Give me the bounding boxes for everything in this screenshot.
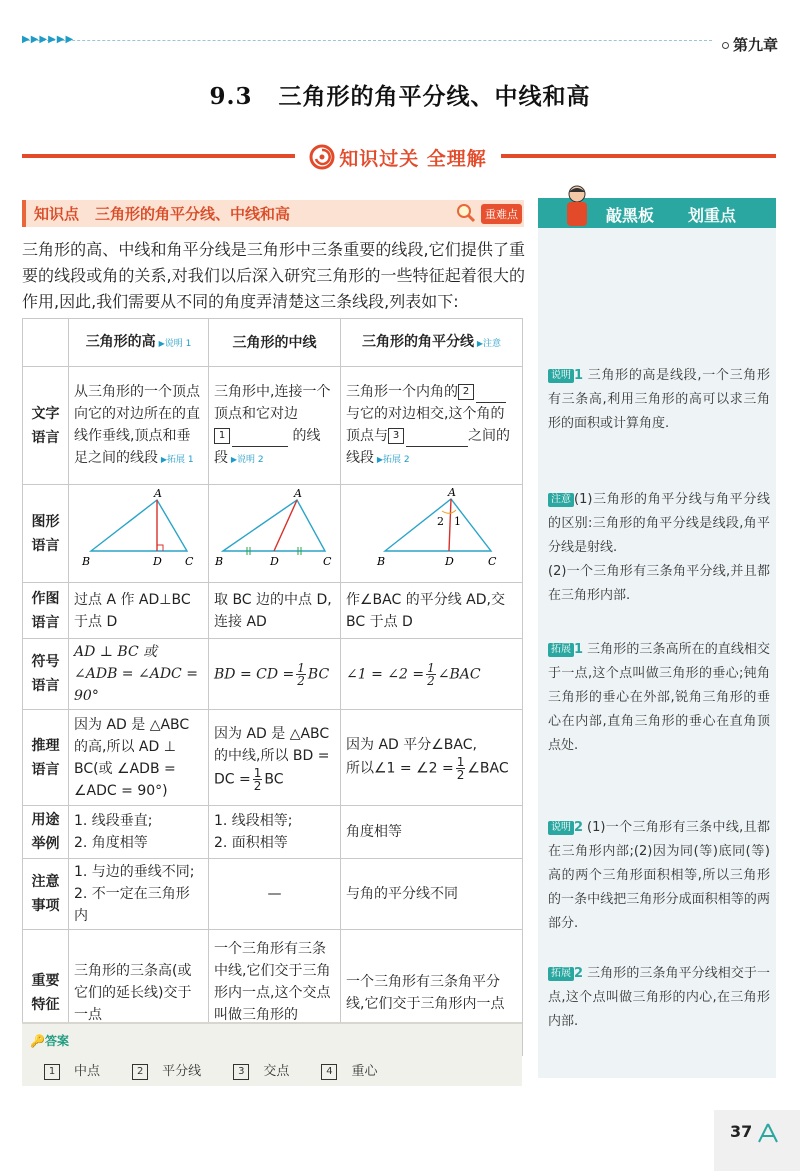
banner-text: 知识过关 全理解 (339, 147, 487, 170)
section-title: 三角形的角平分线、中线和高 (278, 83, 591, 110)
note-text: 三角形的三条角平分线相交于一点,这个点叫做三角形的内心,在三角形内部. (548, 966, 770, 1029)
cell-figure-median (209, 485, 341, 583)
section-number: 9.3 (209, 83, 253, 110)
label-B: B (82, 555, 91, 568)
note-tag: 注意 (548, 493, 574, 507)
table-row-figure (23, 485, 523, 583)
median-note-tag-text: 说明 2 (237, 454, 264, 465)
note-text: 三角形的三条高所在的直线相交于一点,这个点叫做三角形的垂心;钝角三角形的垂心在外部,锐角三角形的垂心在内部,直角三角形的垂心在直角顶点处. (548, 642, 770, 753)
col-header-median: 三角形的中线 (209, 319, 341, 367)
median-triangle (223, 500, 325, 551)
cell-construct-bisector: 作∠BAC 的平分线 AD,交 BC 于点 D (341, 583, 523, 639)
row-label-figure-1: 图形 (31, 513, 60, 530)
symbol-median-post: BC (307, 666, 330, 682)
cell-feature-height: 三角形的三条高(或它们的延长线)交于一点 (69, 930, 209, 1056)
fraction-denominator: 2 (253, 779, 262, 793)
bisector-text-a: 三角形一个内角的 (346, 383, 458, 400)
kp-topic: 三角形的角平分线、中线和高 (95, 205, 291, 223)
median-note-tag: ▶说明 2 (230, 454, 264, 465)
fraction-denominator: 2 (427, 673, 435, 688)
chapter-text: 第九章 (732, 36, 778, 54)
answer-item (132, 1064, 215, 1079)
chapter-label (722, 34, 778, 55)
blank-2[interactable] (476, 402, 506, 403)
table-header-row (23, 319, 523, 367)
sidebar-note (548, 962, 770, 1034)
label-A: A (154, 487, 162, 500)
blank-1[interactable] (232, 446, 288, 447)
bisector-triangle-figure (341, 485, 523, 575)
reason-median-c: BC (264, 771, 284, 788)
row-label-symbol-1: 符号 (31, 654, 60, 670)
usage-height-2: 2. 角度相等 (74, 835, 148, 851)
label-A: A (294, 487, 302, 500)
table-row-notes (23, 859, 523, 930)
symbol-bisector-post: ∠BAC (437, 666, 481, 682)
row-label-notes-1: 注意 (31, 874, 60, 890)
label-B: B (215, 555, 224, 568)
fraction-numerator: 1 (427, 660, 435, 675)
answer-box-1: 1 (214, 428, 230, 444)
cell-construct-height: 过点 A 作 AD⊥BC 于点 D (69, 583, 209, 639)
bisector-note-tag: ▶注意 (476, 338, 502, 349)
cell-reason-median (209, 710, 341, 806)
header-arrows-icon: ▶▶▶▶▶▶ (22, 34, 75, 45)
magnifier-icon (456, 203, 476, 223)
bisector-note-tag-text: 注意 (483, 338, 502, 349)
cell-text-bisector (341, 367, 523, 485)
row-label-usage-1: 用途 (31, 812, 60, 828)
feature-median-text: 一个三角形有三条中线,它们交于三角形内一点,这个交点叫做三角形的 (214, 940, 331, 1023)
row-label-usage-2: 举例 (31, 836, 60, 852)
height-note-tag-text: 说明 1 (164, 338, 192, 349)
note-num: 1 (574, 642, 584, 657)
note-text: 三角形的高是线段,一个三角形有三条高,利用三角形的高可以求三角形的面积或计算角度. (548, 368, 770, 431)
reason-median-b: DC = (214, 771, 251, 788)
cell-symbol-bisector (341, 639, 523, 710)
cell-notes-height (69, 859, 209, 930)
knowledge-point-bar (22, 200, 524, 227)
cell-feature-bisector: 一个三角形有三条角平分线,它们交于三角形内一点 (341, 930, 523, 1056)
fraction-half (426, 662, 436, 687)
median-text-b: 的线 (292, 427, 321, 444)
bisector-text-b: 与它的对边相交,这个角的顶点与 (346, 405, 505, 444)
row-label-text-1: 文字 (31, 405, 60, 422)
row-label-construct-1: 作图 (31, 590, 60, 607)
teacher-icon (558, 184, 596, 228)
section-banner (295, 140, 501, 174)
answer-item-text: 重心 (351, 1064, 378, 1079)
page-title (0, 78, 800, 111)
table-row-symbol (23, 639, 523, 710)
note-text: (2)一个三角形有三条角平分线,并且都在三角形内部. (548, 564, 770, 603)
sidebar-note (548, 638, 770, 758)
note-num: 1 (574, 368, 584, 383)
cell-construct-median: 取 BC 边的中点 D,连接 AD (209, 583, 341, 639)
fraction-denominator: 2 (456, 768, 465, 782)
bisector-extend-tag-text: 拓展 2 (383, 454, 410, 465)
fraction-numerator: 1 (297, 660, 305, 675)
sidebar-note (548, 488, 770, 560)
page-number: 37 (730, 1122, 753, 1141)
kp-label: 知识点 (34, 205, 80, 223)
table-row-text (23, 367, 523, 485)
bisector-text-c: 之间的 (468, 427, 510, 444)
label-D: D (270, 555, 279, 568)
sidebar-note (548, 816, 770, 936)
reason-median-a: 因为 AD 是 △ABC 的中线,所以 BD = (214, 726, 330, 764)
median-text-a: 三角形中,连接一个顶点和它对边 (214, 383, 331, 422)
label-A: A (448, 486, 456, 499)
bisector-text-d: 线段 (346, 449, 374, 466)
answer-list (44, 1060, 405, 1080)
page-number-box (714, 1110, 800, 1171)
reason-bisector-c: ∠BAC (467, 760, 509, 777)
intro-paragraph: 三角形的高、中线和角平分线是三角形中三条重要的线段,它们提供了重要的线段或角的关系,对我们以后深入研究三角形的一些特征起着很大的作用,因此,我们需要从不同的角度弄清楚这三条线段,列表如下: (22, 240, 525, 311)
answer-item (44, 1064, 114, 1079)
usage-height-1: 1. 线段垂直; (74, 813, 153, 829)
fraction-half (456, 756, 466, 781)
sidebar-header (538, 198, 776, 228)
cell-usage-median (209, 806, 341, 859)
row-label-reason (23, 710, 69, 806)
notes-height-2: 2. 不一定在三角形内 (74, 886, 190, 924)
col-header-bisector-text: 三角形的角平分线 (361, 333, 474, 350)
answer-label: 🔑答案 (30, 1034, 69, 1048)
median-text-c: 段 (214, 449, 228, 466)
row-label-symbol (23, 639, 69, 710)
height-note-tag: ▶说明 1 (158, 338, 192, 349)
table-row-construct (23, 583, 523, 639)
row-label-text-2: 语言 (31, 429, 60, 446)
row-label-symbol-2: 语言 (31, 678, 60, 694)
note-tag: 拓展 (548, 967, 574, 981)
answer-box-3: 3 (388, 428, 404, 444)
cell-usage-bisector: 角度相等 (341, 806, 523, 859)
row-label-usage (23, 806, 69, 859)
cell-text-height-body: 从三角形的一个顶点向它的对边所在的直线作垂线,顶点和垂足之间的线段 (74, 383, 200, 466)
cell-reason-height: 因为 AD 是 △ABC 的高,所以 AD ⊥ BC(或 ∠ADB = ∠ADC = 90°) (69, 710, 209, 806)
answer-item-num: 2 (132, 1064, 148, 1080)
symbol-bisector-pre: ∠1 = ∠2 = (346, 666, 425, 682)
answer-item-num: 4 (321, 1064, 337, 1080)
col-header-height-text: 三角形的高 (85, 333, 156, 350)
answer-panel (22, 1022, 522, 1086)
angle-label-2: 2 (437, 515, 444, 528)
cell-notes-bisector: 与角的平分线不同 (341, 859, 523, 930)
row-label-text (23, 367, 69, 485)
difficulty-badge: 重难点 (481, 204, 522, 224)
table-row-reason (23, 710, 523, 806)
altitude-triangle (91, 500, 187, 551)
table-row-usage (23, 806, 523, 859)
cell-figure-bisector (341, 485, 523, 583)
answer-item-num: 3 (233, 1064, 249, 1080)
bisector-extend-tag: ▶拓展 2 (376, 454, 410, 465)
bisector-line (449, 499, 451, 551)
header-rule (22, 40, 712, 41)
cell-symbol-median (209, 639, 341, 710)
symbol-median-pre: BD = CD = (214, 666, 295, 682)
cell-notes-median: — (209, 859, 341, 930)
label-C: C (323, 555, 332, 568)
fraction-numerator: 1 (253, 766, 262, 780)
row-label-construct (23, 583, 69, 639)
height-extend-tag: ▶拓展 1 (160, 454, 194, 465)
cell-text-median (209, 367, 341, 485)
angle-label-1: 1 (454, 515, 461, 528)
cell-symbol-height: AD ⊥ BC 或 ∠ADB = ∠ADC = 90° (69, 639, 209, 710)
answer-item (233, 1064, 303, 1079)
sidebar-note (548, 560, 770, 608)
note-num: 2 (574, 966, 584, 981)
fraction-half (296, 662, 306, 687)
answer-label-text: 答案 (44, 1034, 69, 1048)
chapter-dot-icon (722, 42, 729, 49)
usage-median-2: 2. 面积相等 (214, 835, 288, 851)
banner-rule-left (22, 154, 296, 158)
label-D: D (153, 555, 162, 568)
reason-bisector-b: 所以∠1 = ∠2 = (346, 760, 454, 777)
answer-item-text: 交点 (263, 1064, 290, 1079)
right-angle-mark (157, 545, 163, 551)
note-num: 2 (574, 820, 584, 835)
swirl-icon (309, 144, 335, 170)
label-D: D (445, 555, 454, 568)
row-label-feature-2: 特征 (31, 996, 60, 1013)
cell-text-height (69, 367, 209, 485)
answer-item-text: 中点 (74, 1064, 101, 1079)
blank-3[interactable] (406, 446, 468, 447)
row-label-reason-2: 语言 (31, 761, 60, 778)
header-empty-cell (23, 319, 69, 367)
sidebar-title: 敲黑板 (606, 206, 655, 225)
height-extend-tag-text: 拓展 1 (167, 454, 194, 465)
sidebar-note (548, 364, 770, 436)
cell-usage-height (69, 806, 209, 859)
notes-height-1: 1. 与边的垂线不同; (74, 864, 195, 880)
reason-bisector-a: 因为 AD 平分∠BAC, (346, 737, 477, 753)
compass-icon (754, 1122, 782, 1144)
cell-reason-bisector (341, 710, 523, 806)
answer-box-2: 2 (458, 384, 474, 400)
label-C: C (488, 555, 497, 568)
note-tag: 说明 (548, 369, 574, 383)
answer-item-text: 平分线 (162, 1064, 202, 1079)
note-text: (1)三角形的角平分线与角平分线的区别:三角形的角平分线是线段,角平分线是射线. (548, 492, 770, 555)
fraction-numerator: 1 (456, 755, 465, 769)
fraction-denominator: 2 (297, 673, 305, 688)
sidebar-title-2: 划重点 (688, 206, 737, 225)
answer-item-num: 1 (44, 1064, 60, 1080)
altitude-triangle-figure (69, 485, 209, 575)
label-B: B (377, 555, 386, 568)
note-tag: 说明 (548, 821, 574, 835)
row-label-figure-2: 语言 (31, 537, 60, 554)
note-tag: 拓展 (548, 643, 574, 657)
cell-figure-height (69, 485, 209, 583)
row-label-feature-1: 重要 (31, 972, 60, 989)
row-label-construct-2: 语言 (31, 614, 60, 631)
banner-rule-right (500, 154, 776, 158)
row-label-notes-2: 事项 (31, 898, 60, 914)
col-header-height (69, 319, 209, 367)
note-text: (1)一个三角形有三条中线,且都在三角形内部;(2)因为同(等)底同(等)高的两个三角形面积相等,所以三角形的一条中线把三角形分成面积相等的两部分. (548, 820, 770, 931)
label-C: C (185, 555, 194, 568)
median-triangle-figure (209, 485, 341, 575)
comparison-table (22, 318, 523, 1056)
usage-median-1: 1. 线段相等; (214, 813, 293, 829)
row-label-figure (23, 485, 69, 583)
col-header-bisector (341, 319, 523, 367)
fraction-half (253, 767, 263, 792)
row-label-notes (23, 859, 69, 930)
row-label-reason-1: 推理 (31, 737, 60, 754)
answer-item (321, 1064, 391, 1079)
angle-arc (442, 510, 456, 513)
